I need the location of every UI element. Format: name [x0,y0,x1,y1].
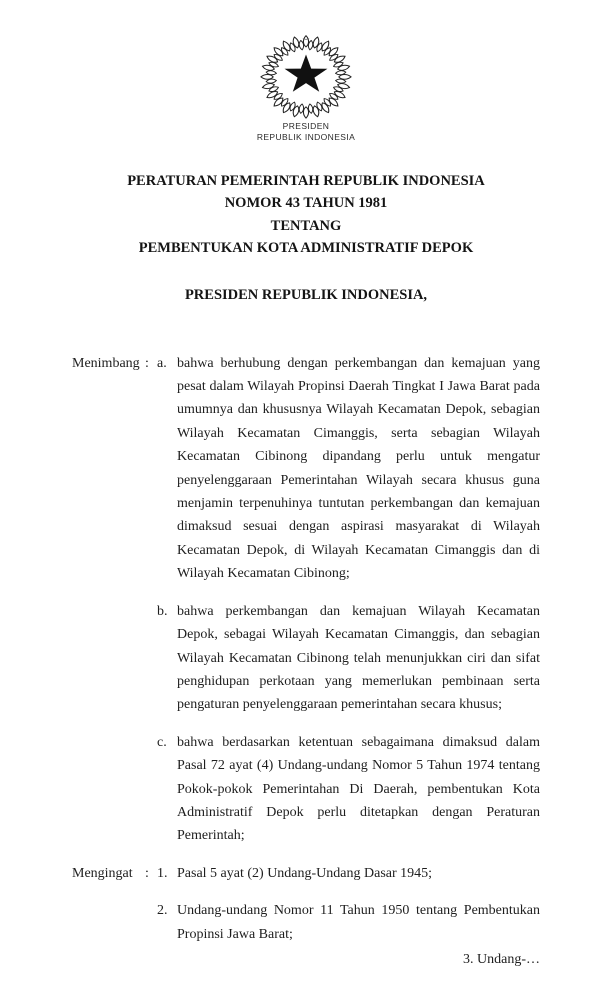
section-label-mengingat: Mengingat [72,865,133,881]
regulation-title-line4: PEMBENTUKAN KOTA ADMINISTRATIF DEPOK [138,240,474,257]
item-text: Undang-undang Nomor 11 Tahun 1950 tentang Pembentukan Propinsi Jawa Barat; [177,903,540,942]
section-menimbang [72,352,540,848]
section-colon: : [145,865,149,881]
regulation-title-block [0,170,612,260]
regulation-title-line3: TENTANG [270,217,342,234]
section-mengingat [72,862,540,946]
seal-caption-presiden: PRESIDEN [282,121,330,131]
item-text: bahwa berhubung dengan perkembangan dan kemajuan yang pesat dalam Wilayah Propinsi Daerah Tingkat I Jawa Barat pada umumnya dan khususnya Wilayah Kecamatan Depok, sebagian Wilayah Kecamatan Cimanggis, serta sebagian Wilayah Kecamatan Cibinong dipandang perlu untuk mengatur penyelenggaraan Pemerintahan Wilayah secara khusus guna menjamin terpenuhinya tuntutan perkembangan dan kemajuan dimaksud sesuai dengan aspirasi masyarakat di Wilayah Kecamatan Depok, di Wilayah Kecamatan Cimanggis dan di Wilayah Kecamatan Cibinong; [177,355,540,582]
presidential-seal [0,0,612,142]
item-text: bahwa perkembangan dan kemajuan Wilayah Kecamatan Depok, sebagai Wilayah Kecamatan Cimanggis, dan sebagian Wilayah Kecamatan Cibinong telah menunjukkan ciri dan sifat penghidupan perkotaan yang memerlukan pembinaan serta pengaturan penyelenggaraan pemerintahan secara khusus; [177,603,540,713]
item-text: Pasal 5 ayat (2) Undang-Undang Dasar 1945; [177,865,433,881]
regulation-title-line2: NOMOR 43 TAHUN 1981 [224,195,388,212]
state-emblem-icon [259,33,353,119]
seal-caption-republik: REPUBLIK INDONESIA [256,131,356,142]
page-catchword: 3. Undang-… [463,951,540,967]
section-label-menimbang: Menimbang [72,355,140,371]
star-icon [285,55,328,92]
item-marker: 2. [157,903,168,919]
regulation-title-line1: PERATURAN PEMERINTAH REPUBLIK INDONESIA [127,173,485,189]
item-text: bahwa berdasarkan ketentuan sebagaimana dimaksud dalam Pasal 72 ayat (4) Undang-undang Nomor 5 Tahun 1974 tentang Pokok-pokok Pemerintahan Di Daerah, pembentukan Kota Administratif Depok perlu ditetapkan dengan Peraturan Pemerintah; [177,734,540,844]
item-marker: b. [157,603,168,619]
list-item [157,352,540,586]
item-marker: c. [157,734,167,750]
document-body [0,352,612,946]
salutation: PRESIDEN REPUBLIK INDONESIA, [184,286,428,303]
list-item [157,731,540,848]
section-colon: : [145,355,149,371]
list-item [157,862,540,885]
section-gap [72,848,540,862]
item-marker: a. [157,355,167,371]
list-item [157,600,540,717]
item-marker: 1. [157,865,168,881]
list-item [157,899,540,946]
